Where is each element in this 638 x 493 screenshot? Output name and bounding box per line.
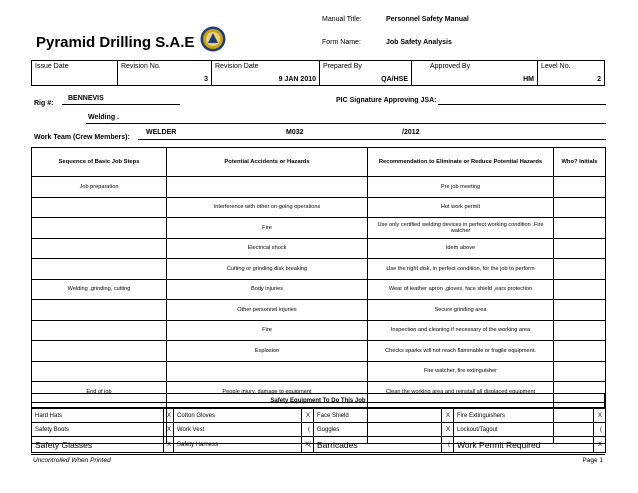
level-no-value: 2	[597, 76, 601, 83]
jsa-table-row	[32, 177, 606, 198]
recommendation-cell: Use the right disk, in perfect condition, for the job to perform	[368, 259, 554, 280]
revision-no-cell	[118, 61, 212, 85]
issue-info-row	[31, 60, 605, 86]
equipment-item-name: Work Vest	[174, 423, 302, 437]
equipment-item-mark: (	[442, 437, 454, 453]
step-cell	[32, 341, 167, 362]
who-cell	[554, 259, 606, 280]
equipment-item-name: Face Shield	[314, 409, 442, 423]
recommendation-cell: Checks sparks will not reach flammable or fragile equipment.	[368, 341, 554, 362]
work-team-code: M032	[286, 129, 304, 136]
issue-date-cell	[32, 61, 118, 85]
manual-title-label: Manual Title:	[322, 16, 362, 23]
equipment-item-mark: X	[164, 423, 174, 437]
prepared-by-cell	[320, 61, 412, 85]
step-cell	[32, 197, 167, 218]
equipment-row	[32, 409, 606, 423]
equipment-item-name: Work Permit Required	[454, 437, 594, 453]
hazard-cell: Electrical shock	[167, 238, 368, 259]
equipment-item-name: Safety Glasses	[32, 437, 164, 453]
recommendation-cell: Clean the working area and reinstall all displaced equipment	[368, 382, 554, 403]
who-cell	[554, 197, 606, 218]
jsa-table-row	[32, 320, 606, 341]
work-team-year: /2012	[402, 129, 420, 136]
work-team-value: WELDER	[146, 129, 177, 136]
form-name-label: Form Name:	[322, 39, 361, 46]
footer-uncontrolled-note: Uncontrolled When Printed	[33, 457, 111, 464]
approved-by-value: HM	[523, 76, 534, 83]
step-cell: End of job	[32, 382, 167, 403]
who-cell	[554, 341, 606, 362]
issue-date-label: Issue Date	[35, 63, 69, 70]
equipment-item-mark: X	[442, 423, 454, 437]
rig-label: Rig #:	[34, 100, 54, 107]
equipment-item-mark: (	[302, 423, 314, 437]
pic-signature-label: PIC Signature Approving JSA:	[336, 97, 437, 104]
equipment-item-mark: (	[594, 423, 606, 437]
jsa-table-row	[32, 259, 606, 280]
hazard-cell: Fire	[167, 320, 368, 341]
revision-date-label: Revision Date	[215, 63, 259, 70]
who-cell	[554, 218, 606, 239]
jsa-header-row	[32, 148, 606, 177]
company-title: Pyramid Drilling S.A.E	[36, 34, 195, 51]
hazard-cell	[167, 177, 368, 198]
equipment-item-name: Safety Boots	[32, 423, 164, 437]
approved-by-cell	[412, 61, 538, 85]
recommendation-cell: Idem above	[368, 238, 554, 259]
equipment-item-name: Fire Extinguishers	[454, 409, 594, 423]
step-cell	[32, 238, 167, 259]
recommendation-header: Recommendation to Eliminate or Reduce Potential Hazards	[368, 148, 554, 177]
hazard-cell: People injury, damage to equipment	[167, 382, 368, 403]
equipment-item-mark: X	[442, 409, 454, 423]
hazard-cell: Cutting or grinding disk breaking	[167, 259, 368, 280]
equipment-row	[32, 437, 606, 453]
equipment-item-mark: X	[302, 409, 314, 423]
recommendation-cell: Wear of leather apron ,gloves, face shield ,ears protection	[368, 279, 554, 300]
who-cell	[554, 238, 606, 259]
manual-title-value: Personnel Safety Manual	[386, 16, 469, 23]
recommendation-cell: Fire watcher, fire extinguisher	[368, 361, 554, 382]
equipment-item-name: Barricades	[314, 437, 442, 453]
revision-no-label: Revision No.	[121, 63, 161, 70]
hazard-cell	[167, 361, 368, 382]
prepared-by-value: QA/HSE	[381, 76, 408, 83]
step-cell	[32, 320, 167, 341]
safety-equipment-table	[31, 408, 606, 453]
recommendation-cell: Hot work permit	[368, 197, 554, 218]
who-cell	[554, 279, 606, 300]
work-team-underline	[138, 139, 606, 140]
equipment-item-mark: X	[164, 409, 174, 423]
equipment-item-mark: X	[164, 437, 174, 453]
equipment-item-name: Lockout/Tagout	[454, 423, 594, 437]
step-cell	[32, 361, 167, 382]
job-underline	[86, 123, 606, 124]
level-no-cell	[538, 61, 604, 85]
hazard-cell: Explosion	[167, 341, 368, 362]
jsa-table-row	[32, 197, 606, 218]
step-cell: Job preparation	[32, 177, 167, 198]
jsa-table-row	[32, 218, 606, 239]
hazard-cell: Other personnel injuries	[167, 300, 368, 321]
jsa-table-row	[32, 361, 606, 382]
equipment-item-mark: X	[594, 437, 606, 453]
equipment-row	[32, 423, 606, 437]
equipment-item-name: Hard Hats	[32, 409, 164, 423]
who-cell	[554, 177, 606, 198]
footer-page-number: Page 1	[582, 457, 603, 464]
hazard-cell: Fire	[167, 218, 368, 239]
recommendation-cell: Secure grinding area	[368, 300, 554, 321]
hazard-cell: Interference with other on-going operations	[167, 197, 368, 218]
step-cell: Welding ,grinding, cutting	[32, 279, 167, 300]
step-cell	[32, 259, 167, 280]
hazards-header: Potential Accidents or Hazards	[167, 148, 368, 177]
company-logo-icon	[200, 26, 226, 52]
pic-signature-line	[438, 104, 606, 105]
revision-no-value: 3	[204, 76, 208, 83]
who-cell	[554, 320, 606, 341]
hazard-cell: Body injuries	[167, 279, 368, 300]
jsa-table-row	[32, 300, 606, 321]
jsa-table-row	[32, 341, 606, 362]
safety-equipment-title: Safety Equipment To Do This Job	[31, 393, 605, 408]
step-cell	[32, 300, 167, 321]
step-cell	[32, 218, 167, 239]
level-no-label: Level No.	[541, 63, 571, 70]
equipment-item-name: Cotton Gloves	[174, 409, 302, 423]
rig-underline	[62, 104, 180, 105]
equipment-item-mark: X	[594, 409, 606, 423]
recommendation-cell: Pre job meeting	[368, 177, 554, 198]
approved-by-label: Approved By	[430, 63, 471, 70]
form-name-value: Job Safety Analysis	[386, 39, 452, 46]
recommendation-cell: Inspection and cleaning if necessary of the working area	[368, 320, 554, 341]
prepared-by-label: Prepared By	[323, 63, 362, 70]
jsa-table-row	[32, 238, 606, 259]
job-description: Welding .	[88, 114, 119, 121]
who-cell	[554, 361, 606, 382]
who-header: Who? Initials	[554, 148, 606, 177]
jsa-table-row	[32, 279, 606, 300]
rig-value: BENNEVIS	[68, 95, 104, 102]
who-cell	[554, 300, 606, 321]
equipment-item-name: Goggles	[314, 423, 442, 437]
recommendation-cell: Use only certified welding devices in perfect working condition .Fire watcher	[368, 218, 554, 239]
equipment-item-name: Safety Harness	[174, 437, 302, 453]
work-team-label: Work Team (Crew Members):	[34, 134, 130, 141]
footer-divider	[31, 454, 605, 455]
equipment-item-mark: X(	[302, 437, 314, 453]
revision-date-value: 9 JAN 2010	[278, 76, 316, 83]
revision-date-cell	[212, 61, 320, 85]
steps-header: Sequence of Basic Job Steps	[32, 148, 167, 177]
